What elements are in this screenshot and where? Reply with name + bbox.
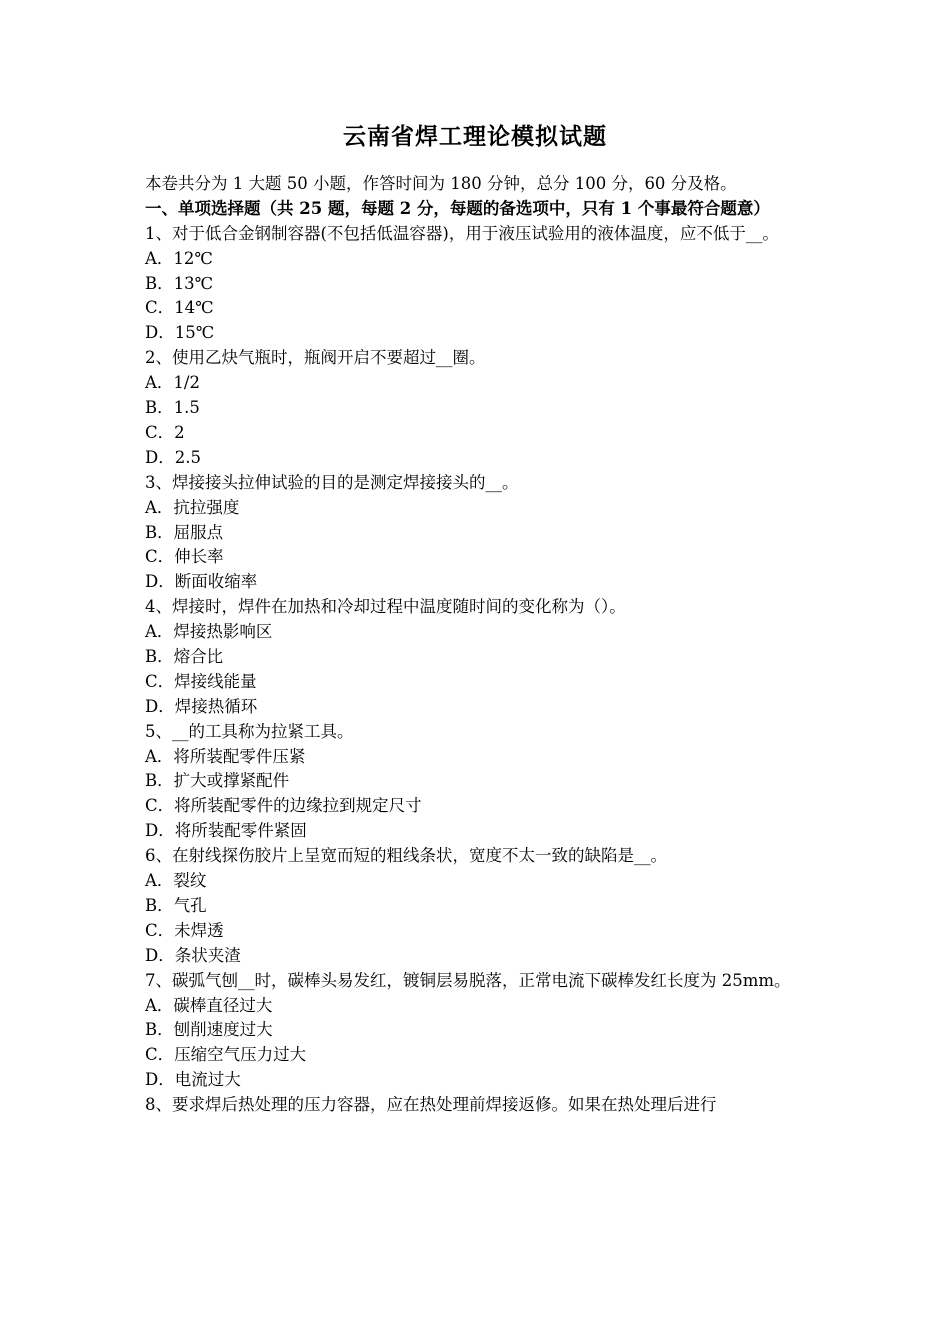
exam-intro: 本卷共分为 1 大题 50 小题，作答时间为 180 分钟，总分 100 分，60 分及格。 xyxy=(145,174,737,193)
answer-option: B．1.5 xyxy=(145,398,200,418)
answer-option: B．刨削速度过大 xyxy=(145,1020,273,1040)
answer-option: C．2 xyxy=(145,422,185,442)
answer-option: B．熔合比 xyxy=(145,647,224,666)
document-body xyxy=(145,172,810,1118)
question-stem: 8、要求焊后热处理的压力容器，应在热处理前焊接返修。如果在热处理后进行 xyxy=(145,1095,717,1115)
question-stem: 2、使用乙炔气瓶时，瓶阀开启不要超过__圈。 xyxy=(145,348,486,368)
answer-option: A．12℃ xyxy=(145,248,213,268)
question-stem: 6、在射线探伤胶片上呈宽而短的粗线条状，宽度不太一致的缺陷是__。 xyxy=(145,846,667,866)
answer-option: A．碳棒直径过大 xyxy=(145,995,273,1015)
answer-option: D．电流过大 xyxy=(145,1070,241,1090)
answer-option: A．将所装配零件压紧 xyxy=(145,746,306,766)
answer-option: C．14℃ xyxy=(145,298,214,318)
answer-option: B．屈服点 xyxy=(145,522,224,542)
answer-option: C．未焊透 xyxy=(145,920,224,940)
question-stem: 5、__的工具称为拉紧工具。 xyxy=(145,721,354,741)
answer-option: A．1/2 xyxy=(145,373,200,393)
answer-option: A．焊接热影响区 xyxy=(145,622,273,642)
answer-option: C．伸长率 xyxy=(145,547,224,567)
answer-option: D．焊接热循环 xyxy=(145,696,258,716)
answer-option: D．条状夹渣 xyxy=(145,945,241,965)
answer-option: D．2.5 xyxy=(145,447,201,467)
answer-option: C．压缩空气压力过大 xyxy=(145,1045,307,1065)
answer-option: A．抗拉强度 xyxy=(145,497,240,517)
document-title: 云南省焊工理论模拟试题 xyxy=(343,123,607,150)
question-stem: 7、碳弧气刨__时，碳棒头易发红，镀铜层易脱落，正常电流下碳棒发红长度为 25mm。 xyxy=(145,970,791,990)
question-stem: 1、对于低合金钢制容器(不包括低温容器)，用于液压试验用的液体温度，应不低于__。 xyxy=(145,223,779,243)
answer-option: B．气孔 xyxy=(145,895,207,915)
answer-option: C．将所装配零件的边缘拉到规定尺寸 xyxy=(145,796,422,816)
answer-option: D．15℃ xyxy=(145,323,215,343)
answer-option: A．裂纹 xyxy=(145,871,207,891)
answer-option: B．扩大或撑紧配件 xyxy=(145,771,290,791)
question-stem: 4、焊接时，焊件在加热和冷却过程中温度随时间的变化称为（）。 xyxy=(145,597,626,617)
question-stem: 3、焊接接头拉伸试验的目的是测定焊接接头的__。 xyxy=(145,472,519,492)
answer-option: B．13℃ xyxy=(145,273,214,293)
section-heading: 一、单项选择题（共 25 题，每题 2 分，每题的备选项中，只有 1 个事最符合题意） xyxy=(145,198,770,218)
answer-option: D．断面收缩率 xyxy=(145,572,258,592)
answer-option: C．焊接线能量 xyxy=(145,671,257,691)
answer-option: D．将所装配零件紧固 xyxy=(145,821,307,841)
